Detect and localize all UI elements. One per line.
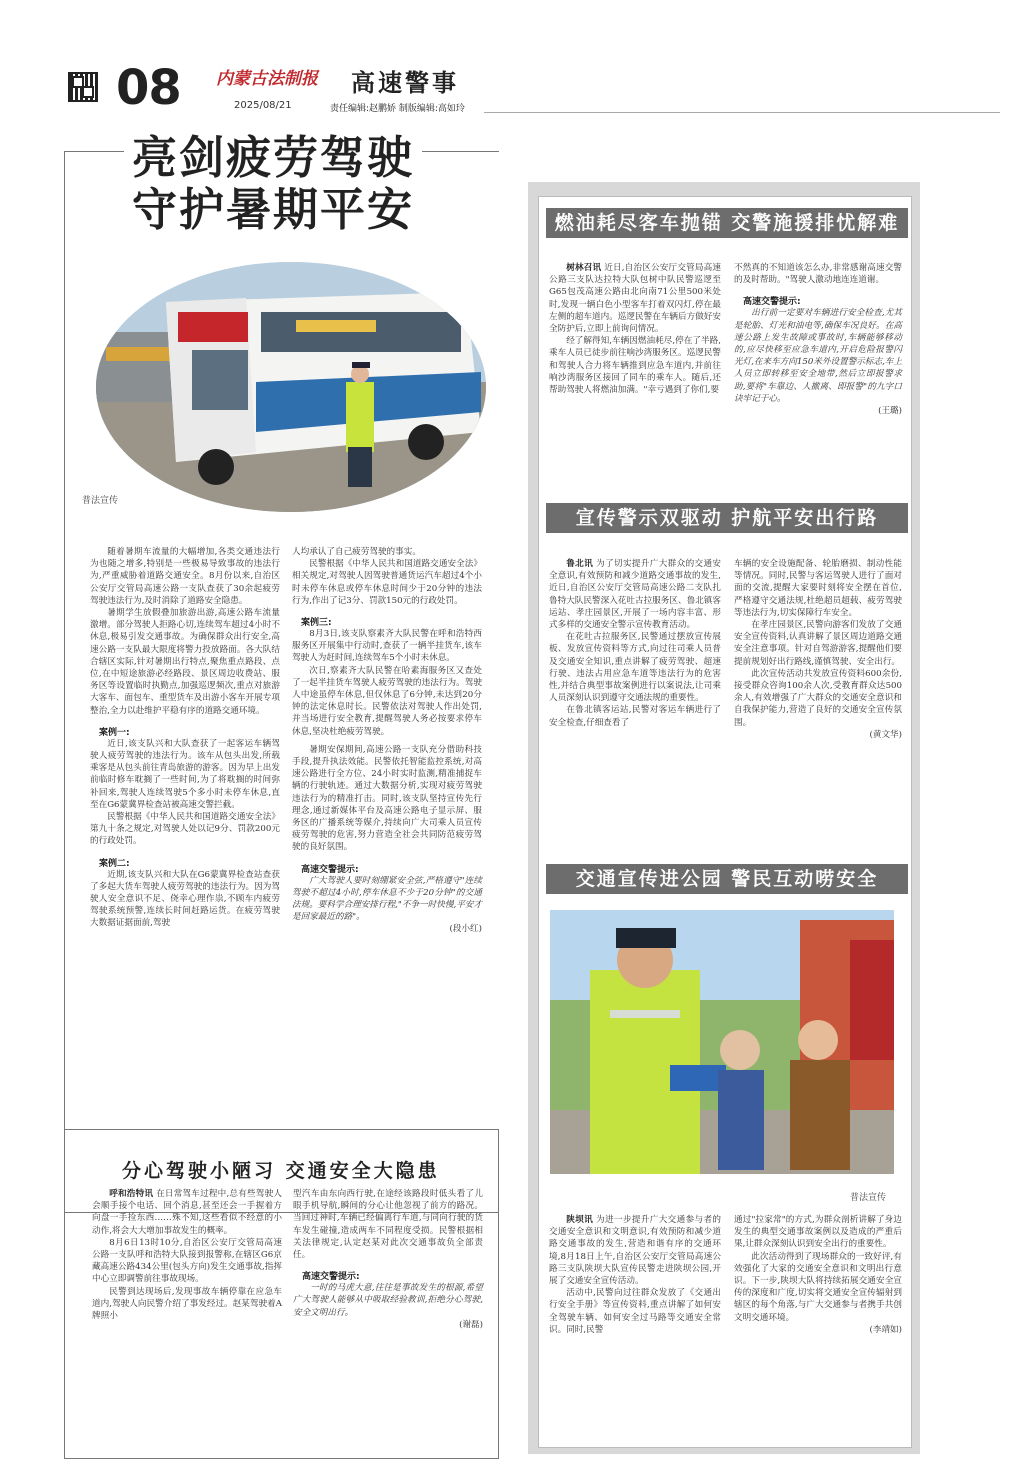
editors-line: 责任编辑:赵鹏娇 制版编辑:高如玲 [330,104,465,114]
story3-banner: 宣传警示双驱动 护航平安出行路 [546,503,908,533]
park-photo [550,910,894,1174]
section-title: 高速警事 [351,68,459,97]
story2-tip-title: 高速交警提示: [743,297,801,308]
story2-text-b: 经了解得知,车辆因燃油耗尽,停在了半路,乘车人员已徒步前往响沙湾服务区。巡逻民警和驾驶人合力将车辆推到应急车道内,并前往响沙湾服务区接回了同车的乘车人。随后,还帮助驾驶人将燃油加满。"幸亏遇到了你们,要 [549,336,721,396]
story3-text-d: 车辆的安全设施配备、轮胎磨损、制动性能等情况。同时,民警与客运驾驶人进行了面对面的交流,提醒大家要时刻将安全摆在首位,严格遵守交通法规,杜绝超员超载、疲劳驾驶等违法行为,切实保障行车安全。 [734,559,902,618]
story4-author: (李靖如) [869,1324,902,1335]
story4-banner: 交通宣传进公园 警民互动唠安全 [546,864,908,894]
story2-text-a: 近日,自治区公安厅交管局高速公路三支队达拉特大队包树中队民警巡逻至G65包茂高速公路由北向南71公里500米处时,发现一辆白色小型客车打着双闪灯,停在最左侧的超车道内。巡逻民警在车辆后方做好安全防护后,立即上前询问情况。 [549,263,722,335]
story5-col-1 [92,1188,282,1322]
story3-col-1 [549,558,721,729]
story2-banner: 燃油耗尽客车抛锚 交警施援排忧解难 [546,208,908,238]
col2-continuation: 人均承认了自己疲劳驾驶的事实。 [292,547,421,557]
case2-title: 案例二: [99,858,130,869]
story4-text-b: 活动中,民警向过往群众发放了《交通出行安全手册》等宣传资料,重点讲解了如何安全驾驶车辆、如何安全过马路等交通安全常识。同时,民警 [549,1288,721,1335]
case1-text: 近日,该支队兴和大队查获了一起客运车辆驾驶人疲劳驾驶的违法行为。该车从包头出发,所载乘客是从包头前往青岛旅游的游客。因为早上出发前临时修车耽搁了一些时间,为了将耽搁的时间弥补回来,驾驶人连续驾驶5个多小时未停车休息,直至在G6蒙冀界检查站被高速交警拦截。 [90,738,280,810]
story3-text-a: 为了切实提升广大群众的交通安全意识,有效预防和减少道路交通事故的发生,近日,自治区公安厅交管局高速公路二支队扎鲁特大队民警深入花吐古拉服务区、鲁北镇客运站、孝庄园景区,开展了一场内容丰富、形式多样的交通安全警示宣传教育活动。 [549,559,721,631]
issue-date: 2025/08/21 [234,100,292,111]
story5-author: (谢磊) [459,1319,483,1330]
story2-author: (王璐) [878,406,902,417]
case2-text: 近期,该支队兴和大队在G6蒙冀界检查站查获了多起大货车驾驶人疲劳驾驶的违法行为。因为驾驶人安全意识不足、侥幸心理作祟,不顾车内疲劳驾驶系统预警,连续长时间赶路运货。在疲劳驾驶大数据证据面前,驾驶 [90,869,280,929]
story4-text-a: 为进一步提升广大交通参与者的交通安全意识和文明意识,有效预防和减少道路交通事故的发生,营造和谐有序的交通环境,8月18日上午,自治区公安厅交管局高速公路三支队陕坝大队宣传民警走进陕坝公园,开展了交通安全宣传活动。 [549,1215,721,1287]
story4-col-1 [549,1214,721,1336]
story5-text-a: 在日常驾车过程中,总有些驾驶人会顺手接个电话、回个消息,甚至还会一手握着方向盘一手捡东西……殊不知,这些看似不经意的小动作,将会大大增加事故发生的概率。 [92,1189,282,1236]
headline-line-2: 守护暑期平安 [132,183,415,236]
main-col-1 [90,546,280,930]
paper-logo: 内蒙古法制报 [216,69,318,89]
case3-text-b: 次日,察素齐大队民警在哈素海服务区又查处了一起半挂货车驾驶人疲劳驾驶的违法行为。驾驶人中途虽停车休息,但仅休息了6分钟,未达到20分钟的法定休息时长。民警依法对驾驶人作出处罚,并当场进行安全教育,提醒驾驶人务必按要求停车休息,坚决杜绝疲劳驾驶。 [292,665,482,737]
story2-text-c: 不然真的不知道该怎么办,非常感谢高速交警的及时帮助。"驾驶人激动地连连道谢。 [734,263,902,286]
bus-photo [96,262,486,512]
story5-col-2 [293,1188,483,1331]
case3-title: 案例三: [301,618,332,629]
photo-credit: 普法宣传 [82,496,119,506]
case3-text-a: 8月3日,该支队察素齐大队民警在呼和浩特西服务区开展集中行动时,查获了一辆半挂货车,该车驾驶人为赶时间,连续驾车5个小时未休息。 [292,629,482,664]
story5-headline: 分心驾驶小陋习 交通安全大隐患 [122,1160,440,1182]
story3-lead: 鲁北讯 [566,559,594,569]
story3-text-f: 此次宣传活动共发放宣传资料600余份,接受群众咨询100余人次,受教育群众达500余人,有效增强了广大群众的交通安全意识和自我保护能力,营造了良好的交通安全宣传氛围。 [734,668,902,728]
story5-text-c: 民警到达现场后,发现事故车辆停靠在应急车道内,驾驶人向民警介绍了事发经过。赵某驾驶着A牌照小 [92,1286,282,1322]
story2-tip: 出行前一定要对车辆进行安全检查,尤其是轮胎、灯光和油电等,确保车况良好。在高速公路上发生故障或事故时,车辆能够移动的,应尽快移至应急车道内,开启危险报警闪光灯,在来车方向150米外设置警示标志,车上人员立即转移至安全地带,然后立即报警求助,要将"车靠边、人撤离、即报警"的九字口诀牢记于心。 [734,308,902,404]
story3-author: (黄文华) [869,729,902,740]
page-number: 08 [116,60,181,116]
intro-paragraph-1: 随着暑期车流量的大幅增加,各类交通违法行为也随之增多,特别是一些极易导致事故的违法行为,严重威胁着道路交通安全。8月份以来,自治区公安厅交管局高速公路一支队查获了30余起疲劳驾驶违法行为,及时消除了道路安全隐患。 [90,547,280,606]
story4-col-2 [734,1214,902,1336]
story3-text-c: 在鲁北镇客运站,民警对客运车辆进行了安全检查,仔细查看了 [549,705,721,728]
case1-text-b: 民警根据《中华人民共和国道路交通安全法》第九十条之规定,对驾驶人处以记9分、罚款200元的行政处罚。 [90,812,280,847]
story4-text-c: 通过"拉家常"的方式,为群众剖析讲解了身边发生的典型交通事故案例以及造成的严重后果,让群众深刻认识到安全出行的重要性。 [734,1215,902,1250]
story2-lead: 树林召讯 [566,263,602,273]
story3-text-e: 在孝庄园景区,民警向游客们发放了交通安全宣传资料,认真讲解了景区周边道路交通安全注意事项。针对自驾游游客,提醒他们要提前规划好出行路线,谨慎驾驶、安全出行。 [734,620,902,667]
tip-text: 广大驾驶人要时刻绷紧安全弦,严格遵守"连续驾驶不超过4小时,停车休息不少于20分钟"的交通法规。要科学合理安排行程,"不争一时快慢,平安才是回家最近的路"。 [292,875,482,923]
qr-code-icon [68,72,98,102]
story3-text-b: 在花吐古拉服务区,民警通过摆放宣传展板、发放宣传资料等方式,向过往司乘人员普及交通安全知识,重点讲解了疲劳驾驶、超速行驶、违法占用应急车道等违法行为的危害性,并结合典型事故案例进行以案说法,让司乘人员深刻认识到遵守交通法规的重要性。 [549,632,721,704]
headline-line-1: 亮剑疲劳驾驶 [132,131,415,184]
main-col-2 [292,546,482,936]
main-headline [124,132,422,236]
story2-col-2 [734,262,902,417]
col2-paragraph: 民警根据《中华人民共和国道路交通安全法》相关规定,对驾驶人因驾驶普通货运汽车超过4个小时未停车休息或停车休息时间少于20分钟的违法行为,作出了记3分、罚款150元的行政处罚。 [292,559,482,606]
story5-tip: 一时的马虎大意,往往是事故发生的根源,希望广大驾驶人能够从中吸取经验教训,拒绝分心驾驶,安全文明出行。 [293,1283,483,1318]
header-rule [484,112,1000,113]
story5-text-d: 型汽车由东向西行驶,在途经该路段时低头看了儿眼手机导航,瞬间的分心让他忽视了前方的路况。当回过神时,车辆已经偏离行车道,与同向行驶的货车发生碰撞,造成两车不同程度受损。民警根据相关法律规定,认定赵某对此次交通事故负全部责任。 [293,1189,483,1261]
bus-illustration [96,262,486,512]
story4-photo-credit: 普法宣传 [850,1193,887,1203]
story5-tip-title: 高速交警提示: [302,1272,360,1283]
intro-paragraph-2: 暑期学生放假叠加旅游出游,高速公路车流量激增。部分驾驶人拒路心切,连续驾车超过4小时不休息,极易引发交通事故。为确保群众出行安全,高速公路一支队最大限度将警力投放路面。各大队结合辖区实际,针对暑期出行特点,聚焦重点路段、点位,在中短途旅游必经路段、景区周边收费站、服务区等设置临时执勤点,加强巡逻频次,重点对旅游大客车、面包车、重型货车及出游小客车开展专项整治,全力以赴维护平稳有序的道路交通环境。 [90,608,280,716]
story5-text-b: 8月6日13时10分,自治区公安厅交管局高速公路一支队呼和浩特大队接到报警称,在辖区G6京藏高速公路434公里(包头方向)发生交通事故,指挥中心立即调警前往事故现场。 [92,1237,282,1285]
col2-tech-paragraph: 暑期安保期间,高速公路一支队充分借助科技手段,提升执法效能。民警依托智能监控系统,对高速公路进行全方位、24小时实时监测,精准捕捉车辆的行驶轨迹。通过大数据分析,实现对疲劳驾驶违法行为的精准打击。同时,该支队坚持宣传先行理念,通过新媒体平台及高速公路电子显示屏、服务区的广播系统等媒介,持续向广大司乘人员宣传疲劳驾驶的危害,努力营造全社会共同防范疲劳驾驶的良好氛围。 [292,744,482,853]
story4-lead: 陕坝讯 [566,1215,594,1225]
tip-author: (段小红) [449,924,482,935]
case1-title: 案例一: [99,727,130,738]
tip-title: 高速交警提示: [301,864,359,875]
story3-col-2 [734,558,902,741]
story2-col-1 [549,262,721,396]
story4-text-d: 此次活动得到了现场群众的一致好评,有效强化了大家的交通安全意识和文明出行意识。下一步,陕坝大队将持续拓展交通安全宣传的深度和广度,切实将交通安全宣传辐射到辖区的每个角落,与广大交通参与者携手共创文明交通环境。 [734,1251,902,1323]
park-illustration [550,910,894,1174]
story5-lead: 呼和浩特讯 [109,1189,154,1199]
